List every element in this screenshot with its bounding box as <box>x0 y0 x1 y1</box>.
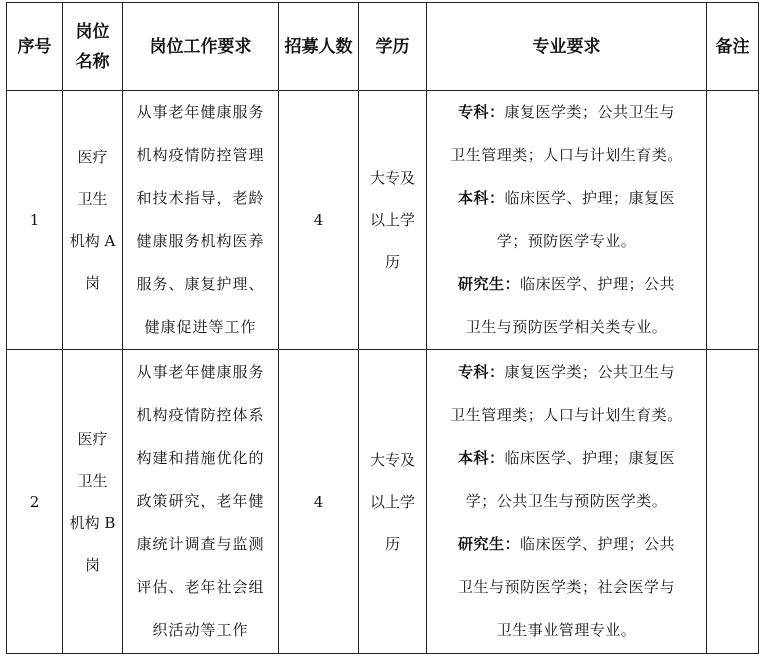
education-line: 大专及 <box>369 169 415 187</box>
major-line: 学；公共卫生与预防医学类。 <box>465 492 668 510</box>
duty-line: 机构疫情防控体系 <box>136 406 265 424</box>
major-label-zhuanke: 专科： <box>457 363 505 381</box>
header-post-name-line-1: 岗位 <box>75 21 110 42</box>
table-header <box>7 3 759 91</box>
duty-line: 构建和措施优化的 <box>136 449 265 467</box>
duty-line: 评估、老年社会组 <box>136 578 265 596</box>
cell-duties <box>123 91 279 350</box>
major-line <box>427 437 706 480</box>
cell-remark <box>707 350 759 654</box>
cell-post-name <box>63 91 123 350</box>
cell-post-name <box>63 350 123 654</box>
cell-education <box>359 350 427 654</box>
education-line: 大专及 <box>369 450 415 469</box>
duty-line: 健康促进等工作 <box>144 318 257 336</box>
major-line: 卫生与预防医学相关类专业。 <box>465 318 668 336</box>
major-line: 卫生事业管理专业。 <box>496 621 637 639</box>
duty-line: 康统计调查与监测 <box>136 535 265 553</box>
major-line: 学；预防医学专业。 <box>496 232 637 250</box>
major-label-benke: 本科： <box>457 449 505 467</box>
post-name-line: 机构 A <box>69 232 116 250</box>
post-name-line: 医疗 <box>77 429 108 448</box>
education-line: 历 <box>384 534 400 553</box>
major-line: 卫生与预防医学类；社会医学与 <box>457 578 675 596</box>
cell-seq: 2 <box>7 350 63 654</box>
duty-line: 从事老年健康服务 <box>136 363 265 381</box>
major-label-yanjiusheng: 研究生： <box>457 535 520 553</box>
header-count: 招募人数 <box>279 3 359 91</box>
major-line <box>427 263 706 306</box>
cell-major <box>427 350 707 654</box>
education-line: 以上学 <box>369 492 415 511</box>
header-education: 学历 <box>359 3 427 91</box>
duty-line: 健康服务机构医养 <box>136 232 265 250</box>
cell-education <box>359 91 427 350</box>
duty-line: 政策研究，老年健 <box>136 492 265 510</box>
cell-duties <box>123 350 279 654</box>
duty-line: 从事老年健康服务 <box>136 103 265 121</box>
recruitment-table <box>6 2 759 654</box>
post-name-line: 岗 <box>84 555 100 574</box>
major-line: 卫生管理类；人口与计划生育类。 <box>450 146 683 164</box>
post-name-line: 机构 B <box>69 513 116 532</box>
major-label-benke: 本科： <box>457 189 505 207</box>
major-label-yanjiusheng: 研究生： <box>457 275 520 293</box>
major-text: 临床医学、护理；康复医 <box>504 189 676 207</box>
duty-line: 和技术指导，老龄 <box>136 189 265 207</box>
major-text: 康复医学类；公共卫生与 <box>504 363 676 381</box>
cell-count: 4 <box>279 91 359 350</box>
major-line <box>427 523 706 566</box>
cell-count: 4 <box>279 350 359 654</box>
header-duties: 岗位工作要求 <box>123 3 279 91</box>
header-major: 专业要求 <box>427 3 707 91</box>
major-text: 临床医学、护理；公共 <box>520 535 676 553</box>
post-name-line: 卫生 <box>77 190 108 208</box>
major-text: 临床医学、护理；康复医 <box>504 449 676 467</box>
post-name-line: 卫生 <box>77 471 108 490</box>
major-line <box>427 351 706 394</box>
education-line: 历 <box>384 253 400 271</box>
major-text: 临床医学、护理；公共 <box>520 275 676 293</box>
header-post-name <box>63 3 123 91</box>
post-name-line: 岗 <box>84 274 100 292</box>
post-name-line: 医疗 <box>77 148 108 166</box>
table-row <box>7 350 759 654</box>
header-post-name-line-2: 名称 <box>75 51 110 72</box>
major-line: 卫生管理类；人口与计划生育类。 <box>450 406 683 424</box>
duty-line: 机构疫情防控管理 <box>136 146 265 164</box>
cell-remark <box>707 91 759 350</box>
cell-major <box>427 91 707 350</box>
major-line <box>427 177 706 220</box>
duty-line: 服务、康复护理、 <box>136 275 265 293</box>
major-label-zhuanke: 专科： <box>457 103 505 121</box>
cell-seq: 1 <box>7 91 63 350</box>
education-line: 以上学 <box>369 211 415 229</box>
header-remark: 备注 <box>707 3 759 91</box>
header-seq: 序号 <box>7 3 63 91</box>
table-row <box>7 91 759 350</box>
major-text: 康复医学类；公共卫生与 <box>504 103 676 121</box>
major-line <box>427 91 706 134</box>
duty-line: 织活动等工作 <box>152 621 249 639</box>
